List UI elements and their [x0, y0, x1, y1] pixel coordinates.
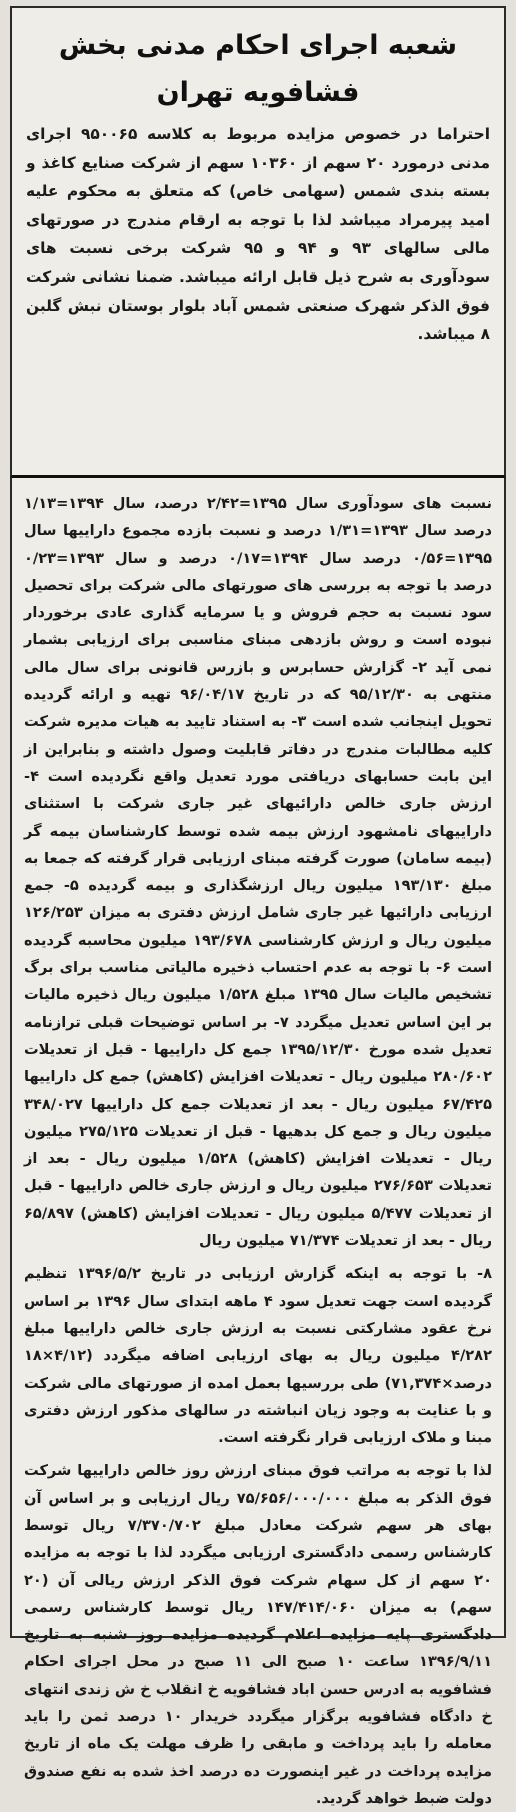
notice-body-paragraph-2: ۸- با توجه به اینکه گزارش ارزیابی در تاریخ ۱۳۹۶/۵/۲ تنظیم گردیده است جهت تعدیل سود ۴ ماهه ابتدای سال ۱۳۹۶ بر اساس نرخ عقود مشارکتی نسبت به ارزش جاری خالص داراییها مبلغ ۴/۲۸۲ میلیون ریال به بهای ارزیابی اضافه میگردد (۴/۱۲×۱۸ درصد×۷۱,۳۷۴) طی بررسیها بعمل امده از صورتهای مالی شرکت و با عنایت به وجود زیان انباشته در سالهای مذکور ارزش دفتری مبنا و ملاک ارزیابی قرار نگرفته است. — [24, 1265, 492, 1447]
notice-header-section — [10, 6, 506, 478]
notice-body-section — [10, 478, 506, 1807]
notice-body-paragraph-1: نسبت های سودآوری سال ۱۳۹۵=۲/۴۲ درصد، سال ۱۳۹۴=۱/۱۳ درصد سال ۱۳۹۳=۱/۳۱ درصد و نسبت بازده مجموع داراییها سال ۱۳۹۵=۰/۵۶ درصد سال ۱۳۹۴=۰/۱۷ درصد و سال ۱۳۹۳=۰/۲۳ درصد با توجه به بررسی های صورتهای مالی شرکت برای تحصیل سود نسبت به حجم فروش و یا سرمایه گذاری عادی برخوردار نبوده است و روش بازدهی مبنای مناسبی برای ارزیابی بشمار نمی آید ۲- گزارش حسابرس و بازرس قانونی برای سال مالی منتهی به ۹۵/۱۲/۳۰ که در تاریخ ۹۶/۰۴/۱۷ تهیه و ارائه گردیده تحویل اینجانب شده است ۳- به استناد تایید به هیات مدیره شرکت کلیه مطالبات مندرج در دفاتر قابلیت وصول داشته و بنابراین از این بابت حسابهای دریافتی مورد تعدیل واقع نگردیده است ۴- ارزش جاری خالص دارائیهای غیر جاری شرکت با استثنای داراییهای نامشهود ارزش بیمه شده توسط کارشناسان بیمه گر (بیمه سامان) صورت گرفته مبنای ارزیابی قرار گرفته که جمعا به مبلغ ۱۹۳/۱۳۰ میلیون ریال ارزشگذاری و بیمه گردیده ۵- جمع ارزیابی دارائیها غیر جاری شامل ارزش دفتری به میزان ۱۲۶/۲۵۳ میلیون ریال و ارزش کارشناسی ۱۹۳/۶۷۸ میلیون محاسبه گردیده است ۶- با توجه به عدم احتساب ذخیره مالیاتی مناسب برای برگ تشخیص مالیات سال ۱۳۹۵ مبلغ ۱/۵۲۸ میلیون ریال ذخیره مالیات بر این اساس تعدیل میگردد ۷- بر اساس توضیحات قبلی ترازنامه تعدیل شده مورخ ۱۳۹۵/۱۲/۳۰ جمع کل داراییها - قبل از تعدیلات ۲۸۰/۶۰۲ میلیون ریال - تعدیلات افزایش (کاهش) جمع کل داراییها ۶۷/۴۲۵ میلیون ریال - بعد از تعدیلات جمع کل داراییها ۳۴۸/۰۲۷ میلیون ریال و جمع کل بدهیها - قبل از تعدیلات ۲۷۵/۱۲۵ میلیون ریال - تعدیلات افزایش (کاهش) ۱/۵۲۸ میلیون ریال - بعد از تعدیلات ۲۷۶/۶۵۳ میلیون ریال و ارزش جاری خالص داراییها - قبل از تعدیلات ۵/۴۷۷ میلیون ریال - تعدیلات افزایش (کاهش) ۶۵/۸۹۷ ریال - بعد از تعدیلات ۷۱/۳۷۴ میلیون ریال — [24, 495, 493, 1250]
notice-intro-paragraph: احتراما در خصوص مزایده مربوط به کلاسه ۹۵۰۰۶۵ اجرای مدنی درمورد ۲۰ سهم از ۱۰۳۶۰ سهم از شرکت صنایع کاغذ و بسته بندی شمس (سهامی خاص) که متعلق به محکوم علیه امید پیرمراد میباشد لذا با توجه به ارقام مندرج در صورتهای مالی سالهای ۹۳ و ۹۴ و ۹۵ شرکت برخی نسبت های سودآوری به شرح ذیل قابل ارائه میباشد. ضمنا نشانی شرکت فوق الذکر شهرک صنعتی شمس آباد بلوار بوستان نبش گلبن ۸ میباشد. — [26, 125, 490, 344]
newspaper-notice — [10, 6, 506, 1807]
notice-body-paragraph-3: لذا با توجه به مراتب فوق مبنای ارزش روز خالص داراییها شرکت فوق الذکر به مبلغ ۷۵/۶۵۶/۰۰۰/۰۰۰ ریال ارزیابی و بر اساس آن بهای هر سهم شرکت معادل مبلغ ۷/۳۷۰/۷۰۲ ریال توسط کارشناس رسمی دادگستری ارزیابی میگردد لذا با توجه به مزایده ۲۰ سهم از کل سهام شرکت فوق الذکر ارزش ریالی آن (۲۰ سهم) به میزان ۱۴۷/۴۱۴/۰۶۰ ریال توسط کارشناس رسمی دادگستری پایه مزایده اعلام گردیده مزایده روز شنبه به تاریخ ۱۳۹۶/۹/۱۱ ساعت ۱۰ صبح الی ۱۱ صبح در محل اجرای احکام فشافویه به ادرس حسن اباد فشافویه خ انقلاب خ ش زندی انتهای خ دادگاه فشافویه برگزار میگردد خریدار ۱۰ درصد ثمن را باید معامله را باید پرداخت و مابقی را ظرف مهلت یک ماه از تاریخ مزایده پرداخت در غیر اینصورت ده درصد اخذ شده به نفع صندوق دولت ضبط خواهد گردید. — [24, 1462, 493, 1807]
notice-title: شعبه اجرای احکام مدنی بخش فشافویه تهران — [58, 30, 458, 108]
